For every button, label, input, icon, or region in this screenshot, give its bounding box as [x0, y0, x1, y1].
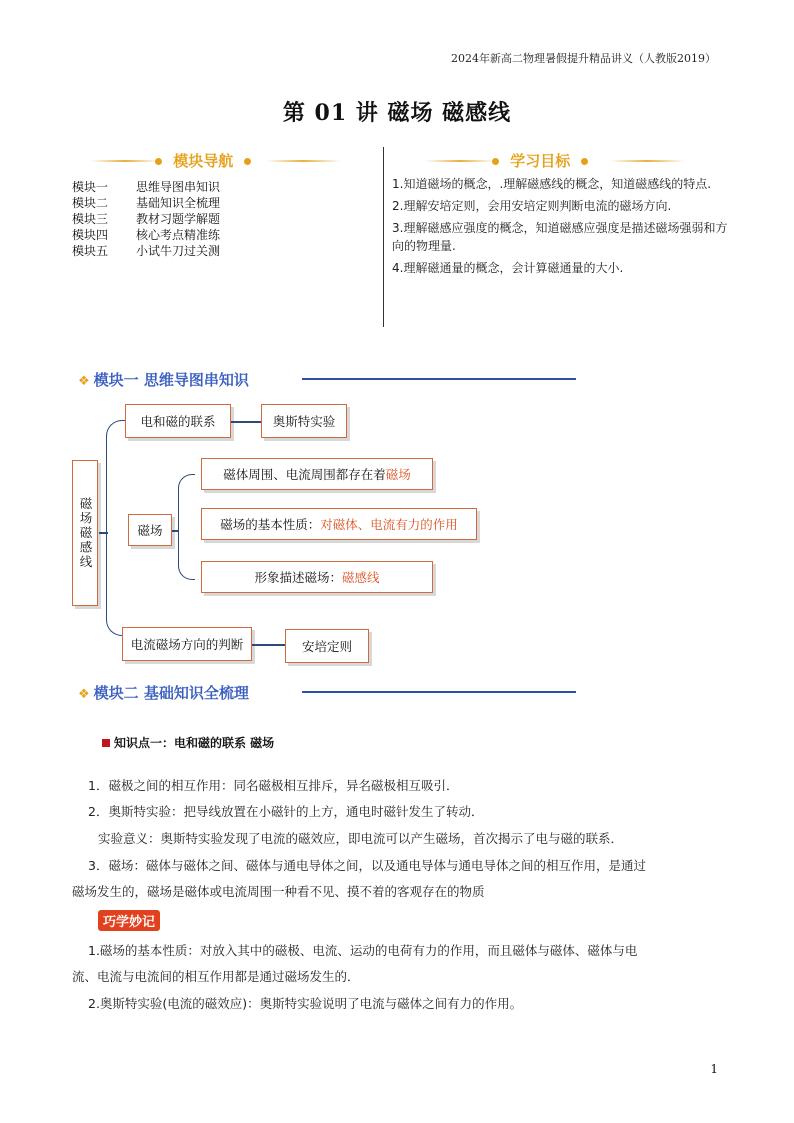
goals-heading-text: 学习目标: [510, 152, 571, 170]
nav-heading-line-left: [90, 160, 160, 162]
dot-icon: [492, 158, 499, 165]
leaf-ampere-rule: 安培定则: [285, 629, 369, 663]
paragraph: 实验意义：奥斯特实验发现了电流的磁效应，即电流可以产生磁场，首次揭示了电与磁的联系．: [98, 831, 624, 846]
dot-icon: [155, 158, 162, 165]
root-bracket: [106, 420, 125, 636]
nav-item[interactable]: 模块五 小试牛刀过关测: [72, 244, 221, 258]
diamond-icon: ❖: [78, 687, 90, 702]
paragraph: 磁场发生的，磁场是磁体或电流周围一种看不见、摸不着的客观存在的物质: [72, 884, 485, 899]
paragraph: 3．磁场：磁体与磁体之间、磁体与通电导体之间，以及通电导体与通电导体之间的相互作用，是通过: [88, 858, 646, 873]
goal-item: 4.理解磁通量的概念，会计算磁通量的大小.: [392, 261, 624, 275]
paragraph: 1．磁极之间的相互作用：同名磁极相互排斥，异名磁极相互吸引．: [88, 778, 459, 793]
nav-item[interactable]: 模块一 思维导图串知识: [72, 180, 221, 194]
goal-item: 3.理解磁感应强度的概念，知道磁感应强度是描述磁场强弱和方向的物理量.: [392, 221, 728, 253]
leaf-field-lines: 形象描述磁场： 磁感线: [201, 561, 433, 593]
paragraph: 2.奥斯特实验(电流的磁效应)：奥斯特实验说明了电流与磁体之间有力的作用。: [88, 996, 523, 1011]
nav-heading: [155, 150, 251, 171]
dot-icon: [244, 158, 251, 165]
connector: [172, 530, 179, 532]
nav-heading-line-right: [266, 160, 341, 162]
nav-item[interactable]: 模块二 基础知识全梳理: [72, 196, 221, 210]
mindmap-root: 磁场磁感线: [72, 460, 98, 606]
goal-item: 1.知道磁场的概念，.理解磁感线的概念，知道磁感线的特点.: [392, 177, 712, 191]
module2-rule: [302, 691, 576, 693]
page-number: 1: [710, 1062, 718, 1076]
paragraph: 1.磁场的基本性质：对放入其中的磁极、电流、运动的电荷有力的作用，而且磁体与磁体、磁体与电: [88, 943, 638, 958]
square-bullet-icon: [102, 739, 110, 747]
tip-badge: 巧学妙记: [98, 910, 160, 931]
diamond-icon: ❖: [78, 374, 90, 389]
nav-item[interactable]: 模块三 教材习题学解题: [72, 212, 221, 226]
learning-goals: [392, 175, 728, 281]
connector: [252, 644, 285, 646]
branch-current-direction: 电流磁场方向的判断: [122, 627, 252, 661]
goal-item: 2.理解安培定则，会用安培定则判断电流的磁场方向.: [392, 199, 672, 213]
leaf-oersted: 奥斯特实验: [261, 404, 347, 438]
branch-magnetic-field: 磁场: [128, 514, 172, 546]
nav-item[interactable]: 模块四 核心考点精准练: [72, 228, 221, 242]
field-bracket: [178, 474, 195, 580]
goals-heading-line-left: [425, 160, 495, 162]
running-header: 2024年新高二物理暑假提升精品讲义（人教版2019）: [451, 52, 716, 65]
goals-heading-line-right: [610, 160, 685, 162]
module2-heading: ❖ 模块二 基础知识全梳理: [78, 684, 249, 702]
connector: [99, 532, 108, 534]
module1-heading: ❖ 模块一 思维导图串知识: [78, 371, 249, 389]
nav-heading-text: 模块导航: [173, 152, 234, 170]
goals-heading: [492, 150, 588, 171]
column-divider: [383, 147, 384, 327]
connector: [231, 421, 261, 423]
branch-electric-magnetic: 电和磁的联系: [125, 404, 231, 438]
leaf-field-exists: 磁体周围、电流周围都存在着 磁场: [201, 458, 433, 490]
paragraph: 2．奥斯特实验：把导线放置在小磁针的上方，通电时磁针发生了转动．: [88, 804, 484, 819]
dot-icon: [581, 158, 588, 165]
module1-rule: [302, 378, 576, 380]
module-nav-list: [72, 179, 220, 259]
leaf-field-property: 磁场的基本性质： 对磁体、电流有力的作用: [201, 508, 477, 540]
page-title: 第 01 讲 磁场 磁感线: [282, 100, 512, 126]
knowledge-point-title: 知识点一：电和磁的联系 磁场: [102, 734, 274, 751]
paragraph: 流、电流与电流间的相互作用都是通过磁场发生的．: [72, 969, 360, 984]
